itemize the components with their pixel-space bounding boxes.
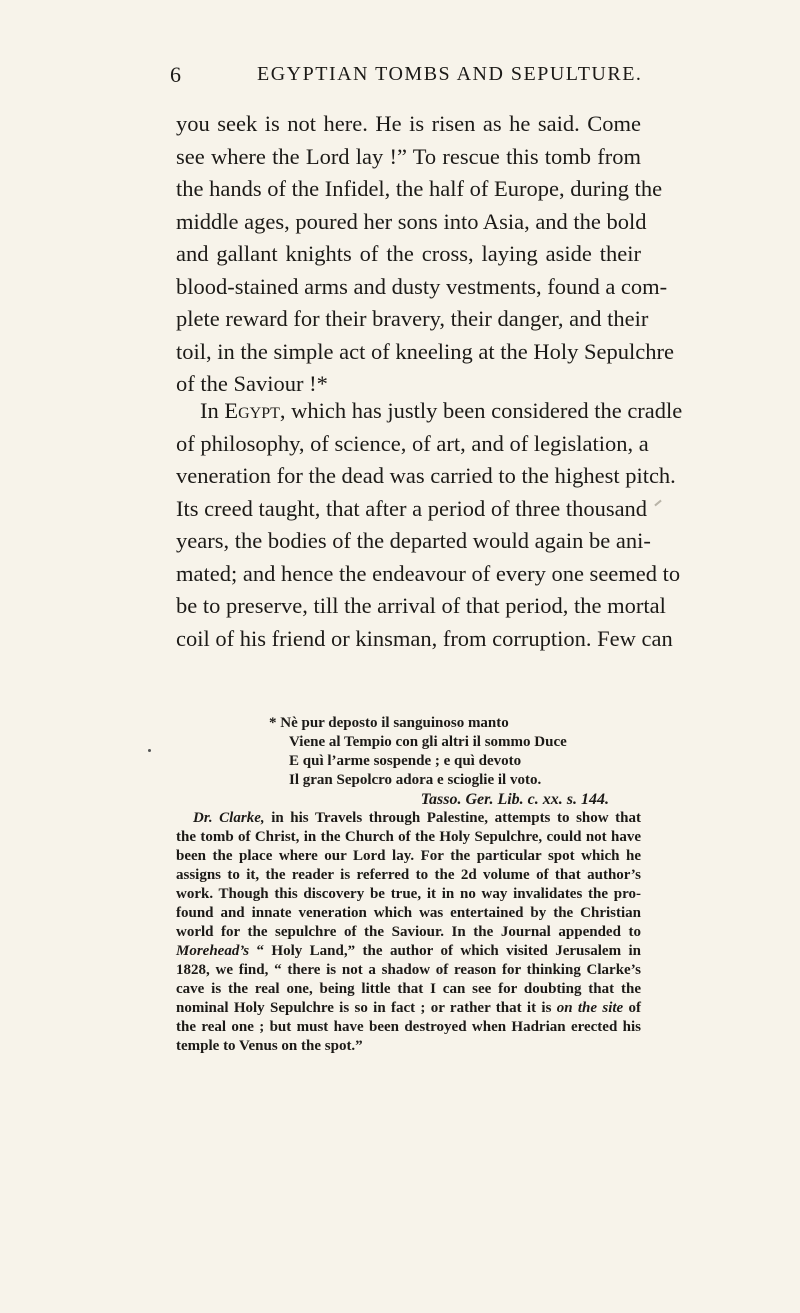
- footnote-line: assigns to it, the reader is referred to the 2d volume of that author’s: [176, 867, 641, 883]
- text-line: and gallant knights of the cross, laying aside their: [176, 241, 641, 266]
- footnote-line: world for the sepulchre of the Saviour. In the Journal appended to: [176, 924, 641, 940]
- running-header: [170, 62, 670, 92]
- text-line: toil, in the simple act of kneeling at the Holy Sepulchre: [176, 338, 674, 364]
- text-line: be to preserve, till the arrival of that period, the mortal: [176, 593, 666, 618]
- verse-line: Viene al Tempio con gli altri il sommo Duce: [289, 734, 567, 750]
- ink-dot: [148, 749, 151, 752]
- footnote-line: cave is the real one, being little that I can see for doubting that the: [176, 981, 641, 997]
- text-line-first: [176, 395, 683, 428]
- text-line: Its creed taught, that after a period of three thousand: [176, 495, 648, 521]
- text-run: “ Holy Land,” the author of which visited Jerusalem in: [249, 943, 641, 959]
- footnote-line: [176, 942, 641, 961]
- footnote-line: [176, 999, 641, 1018]
- text-run: In: [200, 398, 225, 423]
- author-name: Dr. Clarke,: [193, 810, 265, 826]
- verse-line: Il gran Sepolcro adora e scioglie il voto.: [289, 772, 542, 788]
- paragraph-2: [176, 395, 683, 655]
- text-line: the hands of the Infidel, the half of Europe, during the: [176, 176, 663, 201]
- text-run: nominal Holy Sepulchre is so in fact ; or rather that it is: [176, 1000, 557, 1016]
- text-line: years, the bodies of the departed would again be ani-: [176, 528, 651, 553]
- verse-line: E quì l’arme sospende ; e quì devoto: [289, 753, 522, 769]
- citation: [176, 790, 641, 809]
- text-line: blood-stained arms and dusty vestments, found a com-: [176, 273, 668, 299]
- text-line: middle ages, poured her sons into Asia, and the bold: [176, 208, 647, 234]
- text-run: , which has justly been considered the cradle: [279, 398, 683, 423]
- footnote-line: [176, 809, 641, 828]
- text-run: of: [623, 1000, 641, 1016]
- running-title: EGYPTIAN TOMBS AND SEPULTURE.: [257, 63, 643, 85]
- verse-line: * Nè pur deposto il sanguinoso manto: [269, 715, 509, 731]
- text-line: you seek is not here. He is risen as he said. Come: [176, 111, 641, 136]
- paragraph-1: [176, 108, 674, 401]
- smallcaps-word: Egypt: [224, 398, 280, 423]
- page-number: 6: [170, 62, 183, 87]
- footnote-line: the real one ; but must have been destroyed when Hadrian erected his: [176, 1019, 641, 1035]
- citation-text: Tasso. Ger. Lib. c. xx. s. 144.: [420, 791, 609, 808]
- text-line: mated; and hence the endeavour of every one seemed to: [176, 560, 681, 586]
- text-line: plete reward for their bravery, their danger, and their: [176, 306, 649, 331]
- text-line: of the Saviour !*: [176, 371, 328, 396]
- text-run: in his Travels through Palestine, attempts to show that: [264, 810, 641, 826]
- footnote-line: work. Though this discovery be true, it in no way invalidates the pro-: [176, 886, 641, 902]
- footnote-line: temple to Venus on the spot.”: [176, 1038, 363, 1054]
- footnote-line: 1828, we find, “ there is not a shadow of reason for thinking Clarke’s: [176, 962, 641, 978]
- text-line: see where the Lord lay !” To rescue this tomb from: [176, 143, 641, 169]
- footnote-line: been the place where our Lord lay. For the particular spot which he: [176, 848, 641, 864]
- footnote-line: the tomb of Christ, in the Church of the Holy Sepulchre, could not have: [176, 829, 641, 845]
- footnote-line: found and innate veneration which was entertained by the Christian: [176, 905, 641, 921]
- emphasis-text: on the site: [556, 1000, 624, 1016]
- author-name: Morehead’s: [176, 943, 250, 959]
- text-line: of philosophy, of science, of art, and of legislation, a: [176, 430, 649, 456]
- text-line: veneration for the dead was carried to the highest pitch.: [176, 463, 676, 488]
- pencil-mark: [654, 500, 661, 507]
- footnotes: [176, 714, 641, 1056]
- text-line: coil of his friend or kinsman, from corruption. Few can: [176, 625, 673, 651]
